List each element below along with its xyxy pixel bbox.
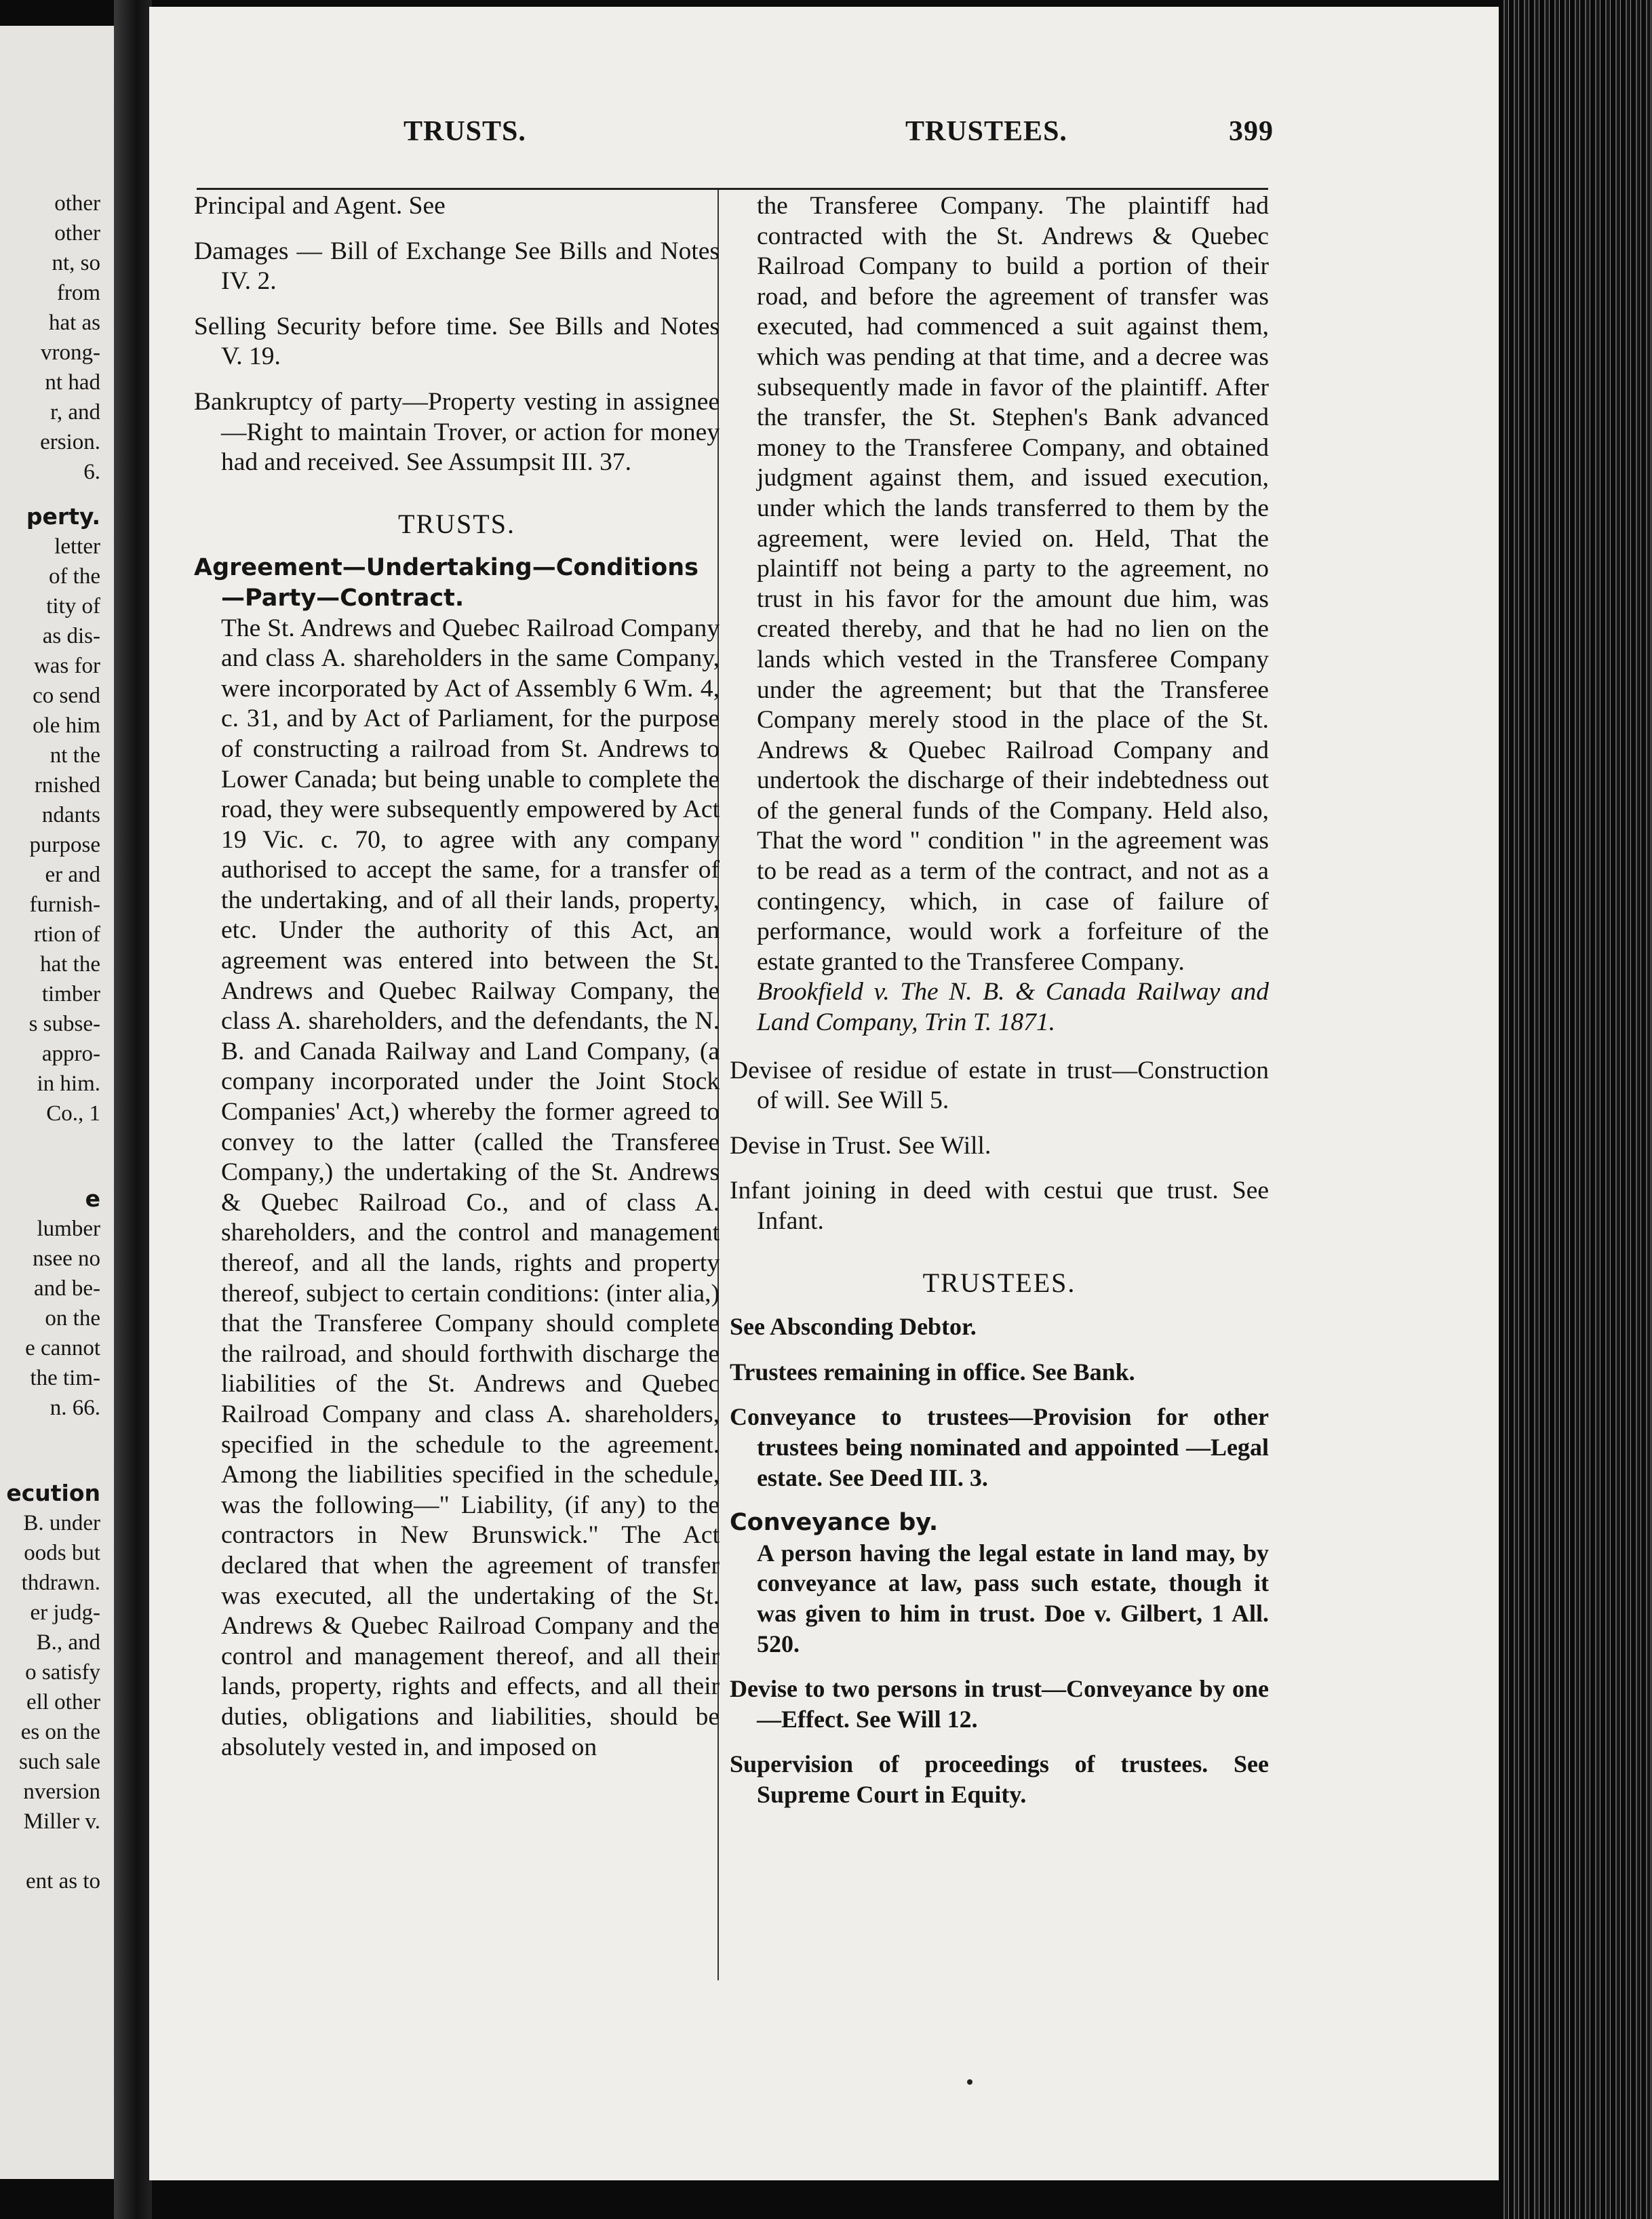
facing-page-text: nt the bbox=[50, 743, 100, 768]
case-paragraph: The St. Andrews and Quebec Railroad Company and class A. shareholders in the same Company, were incorporated by Act of Assembly 6 Wm. 4, c. 31, and by Act of Parliament, for the purpose of constructing a railroad from St. Andrews to Lower Canada; but being unable to complete the road, they were subsequently empowered by Act 19 Vic. c. 70, to agree with any company authorised to accept the same, for a transfer of the undertaking, and of all their lands, property, etc. Under the authority of this Act, an agreement was entered into between the St. Andrews and Quebec Railway Company, the class A. shareholders, and the defendants, the N. B. and Canada Railway and Land Company, (a company incorporated under the Joint Stock Companies' Act,) whereby the former agreed to convey to the latter (called the Transferee Company,) the undertaking of the St. Andrews & Quebec Railroad Co., and of class A. shareholders, and the control and management thereof, and all the lands, rights and property thereof, subject to certain conditions: (inter alia,) that the Transferee Company should complete the railroad, and should forthwith discharge the liabilities of the St. Andrews and Quebec Railroad Company and class A. shareholders, specified in the schedule to the agreement. Among the liabilities specified in the schedule, was the following—" Liability, (if any) to the contractors in New Brunswick." The Act declared that when the agreement of transfer was executed, all the undertaking of the St. Andrews & Quebec Railroad Company and the control and management thereof, and all their lands, property, rights and effects, and all their duties, obligations and liabilities, should be absolutely vested in, and imposed on bbox=[221, 614, 720, 1761]
index-entry: Infant joining in deed with cestui que trust. See Infant. bbox=[730, 1177, 1269, 1235]
facing-page-text: ole him bbox=[33, 713, 100, 738]
facing-page-text: co send bbox=[33, 684, 100, 708]
facing-page-text: letter bbox=[54, 534, 100, 559]
subject-heading: Agreement—Undertaking—Conditions —Party—Contract. bbox=[194, 554, 699, 612]
header-rule bbox=[197, 188, 1268, 190]
facing-page-text: nt had bbox=[45, 370, 100, 395]
facing-page-text: ersion. bbox=[40, 430, 100, 454]
facing-page-text: perty. bbox=[26, 503, 100, 530]
facing-page-text: oods but bbox=[24, 1541, 100, 1565]
facing-page-text: purpose bbox=[29, 833, 100, 857]
facing-page-text: s subse- bbox=[28, 1012, 100, 1036]
facing-page-text: 6. bbox=[83, 460, 100, 484]
facing-page-text: timber bbox=[41, 982, 100, 1006]
facing-page-text: furnish- bbox=[29, 892, 100, 917]
index-entry: Devise to two persons in trust—Conveyance by one—Effect. See Will 12. bbox=[730, 1675, 1269, 1733]
facing-page-text: er and bbox=[45, 863, 100, 887]
index-entry: Trustees remaining in office. See Bank. bbox=[730, 1358, 1135, 1386]
facing-page-text: and be- bbox=[33, 1276, 100, 1301]
facing-page-text: r, and bbox=[50, 400, 100, 425]
section-title-trusts: TRUSTS. bbox=[398, 508, 515, 539]
index-entry: Damages — Bill of Exchange See Bills and Notes IV. 2. bbox=[194, 237, 720, 296]
page-number: 399 bbox=[1229, 116, 1274, 147]
left-column bbox=[194, 191, 720, 1763]
facing-page-text: B. under bbox=[23, 1511, 100, 1535]
running-head-left: TRUSTS. bbox=[404, 116, 526, 147]
facing-page-text: tity of bbox=[46, 594, 100, 618]
facing-page-text: in him. bbox=[37, 1072, 100, 1096]
facing-page-text: of the bbox=[48, 564, 100, 589]
subject-heading: Conveyance by. bbox=[730, 1509, 939, 1537]
index-entry: See Absconding Debtor. bbox=[730, 1313, 977, 1341]
book-gutter bbox=[114, 0, 152, 2219]
facing-page-text: rnished bbox=[34, 773, 100, 798]
index-entry: Bankruptcy of party—Property vesting in assignee—Right to maintain Trover, or action for money had and received. See Assumpsit III. 37. bbox=[194, 387, 720, 477]
facing-page-text: e cannot bbox=[25, 1336, 100, 1360]
facing-page-text: appro- bbox=[41, 1042, 100, 1066]
facing-page-text: nt, so bbox=[52, 251, 100, 275]
facing-page-text: vrong- bbox=[41, 340, 100, 365]
case-citation: Brookfield v. The N. B. & Canada Railway and Land Company, Trin T. 1871. bbox=[757, 978, 1269, 1037]
index-entry: Devise in Trust. See Will. bbox=[730, 1131, 991, 1160]
facing-page-text: ecution bbox=[6, 1480, 100, 1506]
facing-page-text: the tim- bbox=[30, 1366, 100, 1390]
right-column bbox=[730, 191, 1269, 1825]
facing-page-text: on the bbox=[45, 1306, 100, 1331]
index-entry: Principal and Agent. See bbox=[194, 192, 446, 220]
facing-page-text: es on the bbox=[20, 1720, 100, 1744]
facing-page-text: rtion of bbox=[33, 922, 100, 947]
facing-page-text: hat as bbox=[48, 311, 100, 335]
index-entry: Supervision of proceedings of trustees. See Supreme Court in Equity. bbox=[730, 1750, 1269, 1808]
case-paragraph-continued: the Transferee Company. The plaintiff had contracted with the St. Andrews & Quebec Railroad Company to build a portion of their road, and before the agreement of transfer was executed, had commenced a suit against them, which was pending at that time, and a decree was subsequently made in favor of the plaintiff. After the transfer, the St. Stephen's Bank advanced money to the Transferee Company, and obtained judgment against them, and issued execution, under which the lands transferred to them by the agreement, were levied on. Held, That the plaintiff not being a party to the agreement, no trust in his favor for the amount due him, was created thereby, and that he had no lien on the lands which vested in the Transferee Company under the agreement; but that the Transferee Company merely stood in the place of the St. Andrews & Quebec Railroad Company and undertook the discharge of their indebtedness out of the general funds of the Company. Held also, That the word " condition " in the agreement was to be read as a term of the contract, and not as a contingency, which, in case of failure of performance, would work a forfeiture of the estate granted to the Transferee Company. bbox=[757, 192, 1269, 976]
facing-page-text: nsee no bbox=[33, 1246, 100, 1271]
facing-page-fragment bbox=[0, 26, 114, 2179]
facing-page-text: er judg- bbox=[30, 1601, 100, 1625]
ink-dot bbox=[967, 2079, 972, 2085]
facing-page-text: other bbox=[54, 191, 100, 216]
facing-page-text: n. 66. bbox=[50, 1396, 100, 1420]
page-edges bbox=[1499, 0, 1652, 2219]
facing-page-text: from bbox=[56, 281, 100, 305]
facing-page-text: such sale bbox=[18, 1750, 100, 1774]
facing-page-text: Co., 1 bbox=[46, 1101, 100, 1126]
facing-page-text: o satisfy bbox=[25, 1660, 100, 1685]
facing-page-text: ndants bbox=[41, 803, 100, 827]
index-entry: Devisee of residue of estate in trust—Construction of will. See Will 5. bbox=[730, 1056, 1269, 1115]
index-entry: Conveyance to trustees—Provision for other trustees being nominated and appointed —Legal estate. See Deed III. 3. bbox=[730, 1403, 1269, 1491]
facing-page-text: nversion bbox=[23, 1780, 100, 1804]
facing-page-text: Miller v. bbox=[23, 1809, 100, 1834]
running-head-right: TRUSTEES. bbox=[905, 116, 1067, 147]
facing-page-text: was for bbox=[33, 654, 100, 678]
case-paragraph: A person having the legal estate in land may, by conveyance at law, pass such estate, though it was given to him in trust. Doe v. Gilbert, 1 All. 520. bbox=[757, 1539, 1269, 1657]
facing-page-text: as dis- bbox=[42, 624, 100, 648]
facing-page-text: hat the bbox=[40, 952, 100, 977]
facing-page-text: ent as to bbox=[26, 1869, 100, 1893]
facing-page-text: lumber bbox=[37, 1217, 100, 1241]
section-title-trustees: TRUSTEES. bbox=[922, 1267, 1076, 1298]
facing-page-text: e bbox=[85, 1185, 100, 1212]
facing-page-text: ell other bbox=[26, 1690, 100, 1714]
facing-page-text: other bbox=[54, 221, 100, 246]
facing-page-text: B., and bbox=[36, 1630, 100, 1655]
facing-page-text: thdrawn. bbox=[21, 1571, 100, 1595]
index-entry: Selling Security before time. See Bills and Notes V. 19. bbox=[194, 312, 720, 371]
